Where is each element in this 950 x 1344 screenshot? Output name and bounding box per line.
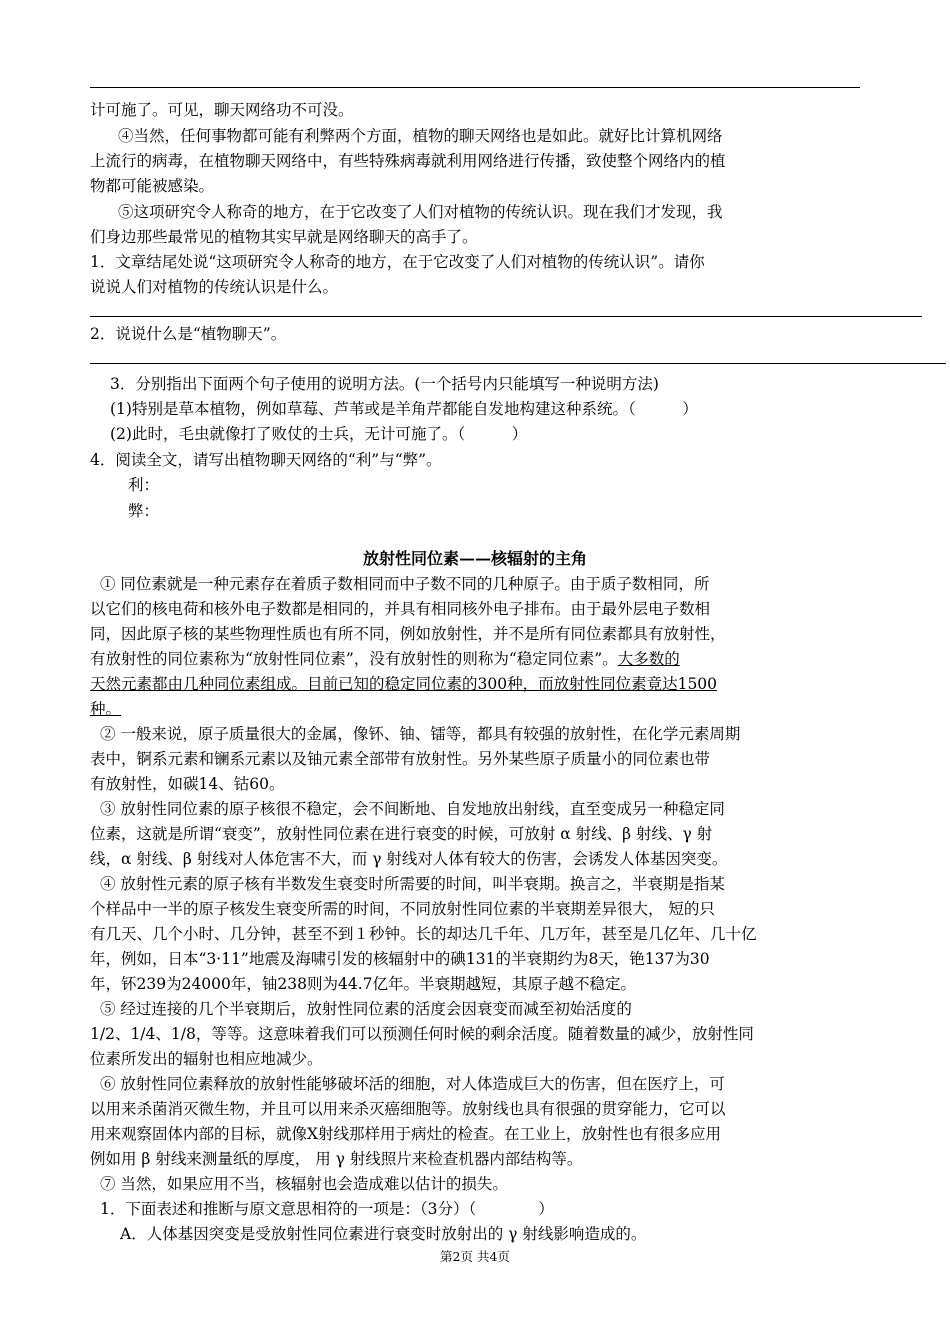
s2-paragraph-4-line-2: 个样品中一半的原子核发生衰变所需的时间，不同放射性同位素的半衰期差异很大， 短的只	[90, 900, 715, 918]
question-4: 4．阅读全文，请写出植物聊天网络的“利”与“弊”。	[90, 451, 442, 469]
paragraph-5-line-2: 们身边那些最常见的植物其实早就是网络聊天的高手了。	[90, 228, 478, 246]
s2-paragraph-3-line-1: ③ 放射性同位素的原子核很不稳定，会不间断地、自发地放出射线，直至变成另一种稳定同	[100, 800, 725, 818]
article-title: 放射性同位素——核辐射的主角	[362, 549, 587, 568]
question-1-line-2: 说说人们对植物的传统认识是什么。	[90, 278, 339, 296]
s2-paragraph-2-line-2: 表中，锕系元素和镧系元素以及铀元素全部带有放射性。另外某些原子质量小的同位素也带	[90, 750, 711, 768]
s2-paragraph-5-line-1: ⑤ 经过连接的几个半衰期后，放射性同位素的活度会因衰变而减至初始活度的	[100, 1000, 632, 1018]
s2-paragraph-6-line-1: ⑥ 放射性同位素释放的放射性能够破坏活的细胞，对人体造成巨大的伤害，但在医疗上，可	[100, 1075, 725, 1093]
s2-paragraph-6-line-2: 以用来杀菌消灭微生物，并且可以用来杀灭癌细胞等。放射线也具有很强的贯穿能力，它可以	[90, 1100, 726, 1118]
s2-p1-l4-underlined: 大多数的	[617, 650, 680, 668]
s2-paragraph-1-line-4	[90, 647, 865, 671]
question-3-sentence-1: (1)特别是草本植物，例如草莓、芦苇或是羊角芹都能自发地构建这种系统。（ ）	[110, 400, 698, 418]
s2-paragraph-3-line-3: 线，α 射线、β 射线对人体危害不大，而 γ 射线对人体有较大的伤害，会诱发人体基因突变。	[90, 850, 728, 868]
s2-p1-l4-plain: 有放射性的同位素称为“放射性同位素”，没有放射性的则称为“稳定同位素”。	[90, 650, 618, 668]
s2-paragraph-4-line-4: 年，例如，日本“3·11”地震及海啸引发的核辐射中的碘131的半衰期约为8天，铯137为30	[90, 950, 710, 968]
s2-paragraph-1-line-3: 同，因此原子核的某些物理性质也有所不同，例如放射性，并不是所有同位素都具有放射性，	[90, 625, 726, 643]
s2-question-1: 1．下面表述和推断与原文意思相符的一项是：（3分）（ ）	[100, 1200, 554, 1218]
question-4-drawback-label: 弊：	[128, 502, 160, 520]
s2-question-1-option-a[interactable]: A．人体基因突变是受放射性同位素进行衰变时放射出的 γ 射线影响造成的。	[120, 1225, 647, 1243]
s2-paragraph-1-line-2: 以它们的核电荷和核外电子数都是相同的，并具有相同核外电子排布。由于最外层电子数相	[90, 600, 711, 618]
paragraph-4-line-2: 上流行的病毒，在植物聊天网络中，有些特殊病毒就利用网络进行传播，致使整个网络内的植	[90, 152, 726, 170]
question-3-sentence-2: (2)此时，毛虫就像打了败仗的士兵，无计可施了。（ ）	[110, 425, 528, 443]
s2-paragraph-1-line-5: 天然元素都由几种同位素组成。目前已知的稳定同位素的300种，而放射性同位素竟达1500	[90, 675, 718, 693]
question-4-benefit-label: 利：	[128, 476, 160, 494]
s2-paragraph-5-line-3: 位素所发出的辐射也相应地减少。	[90, 1050, 323, 1068]
question-3: 3．分别指出下面两个句子使用的说明方法。(一个括号内只能填写一种说明方法)	[110, 375, 659, 393]
answer-line-2[interactable]	[90, 363, 946, 364]
s2-paragraph-5-line-2: 1/2、1/4、1/8，等等。这意味着我们可以预测任何时候的剩余活度。随着数量的减少，放射性同	[90, 1025, 754, 1043]
s2-paragraph-4-line-5: 年，钚239为24000年，铀238则为44.7亿年。半衰期越短，其原子越不稳定。	[90, 975, 636, 993]
top-rule	[90, 87, 860, 88]
paragraph-5-line-1: ⑤这项研究令人称奇的地方，在于它改变了人们对植物的传统认识。现在我们才发现，我	[118, 203, 723, 221]
s2-paragraph-6-line-3: 用来观察固体内部的目标，就像X射线那样用于病灶的检查。在工业上，放射性也有很多应用	[90, 1125, 722, 1143]
paragraph-4-line-3: 物都可能被感染。	[90, 177, 215, 195]
s2-paragraph-2-line-3: 有放射性，如碳14、钴60。	[90, 775, 285, 793]
s2-paragraph-2-line-1: ② 一般来说，原子质量很大的金属，像钚、铀、镭等，都具有较强的放射性，在化学元素周期	[100, 725, 741, 743]
answer-line-1[interactable]	[90, 316, 922, 317]
s2-paragraph-1-line-1: ① 同位素就是一种元素存在着质子数相同而中子数不同的几种原子。由于质子数相同，所	[100, 575, 710, 593]
paragraph-4-line-1: ④当然，任何事物都可能有利弊两个方面，植物的聊天网络也是如此。就好比计算机网络	[118, 127, 723, 145]
question-1-line-1: 1．文章结尾处说“这项研究令人称奇的地方，在于它改变了人们对植物的传统认识”。请你	[90, 253, 705, 271]
s2-paragraph-1-line-6: 种。	[90, 700, 122, 718]
s2-paragraph-3-line-2: 位素，这就是所谓“衰变”，放射性同位素在进行衰变的时候，可放射 α 射线、β 射线、γ 射	[90, 825, 713, 843]
s2-paragraph-6-line-4: 例如用 β 射线来测量纸的厚度， 用 γ 射线照片来检查机器内部结构等。	[90, 1150, 583, 1168]
s2-paragraph-4-line-3: 有几天、几个小时、几分钟，甚至不到１秒钟。长的却达几千年、几万年，甚至是几亿年、几十亿	[90, 925, 757, 943]
s2-paragraph-7-line-1: ⑦ 当然，如果应用不当，核辐射也会造成难以估计的损失。	[100, 1175, 508, 1193]
s2-paragraph-4-line-1: ④ 放射性元素的原子核有半数发生衰变时所需要的时间，叫半衰期。换言之，半衰期是指某	[100, 875, 725, 893]
page-footer: 第2页 共4页	[440, 1249, 510, 1264]
paragraph-3-end: 计可施了。可见，聊天网络功不可没。	[90, 101, 354, 119]
question-2: 2．说说什么是“植物聊天”。	[90, 325, 287, 343]
